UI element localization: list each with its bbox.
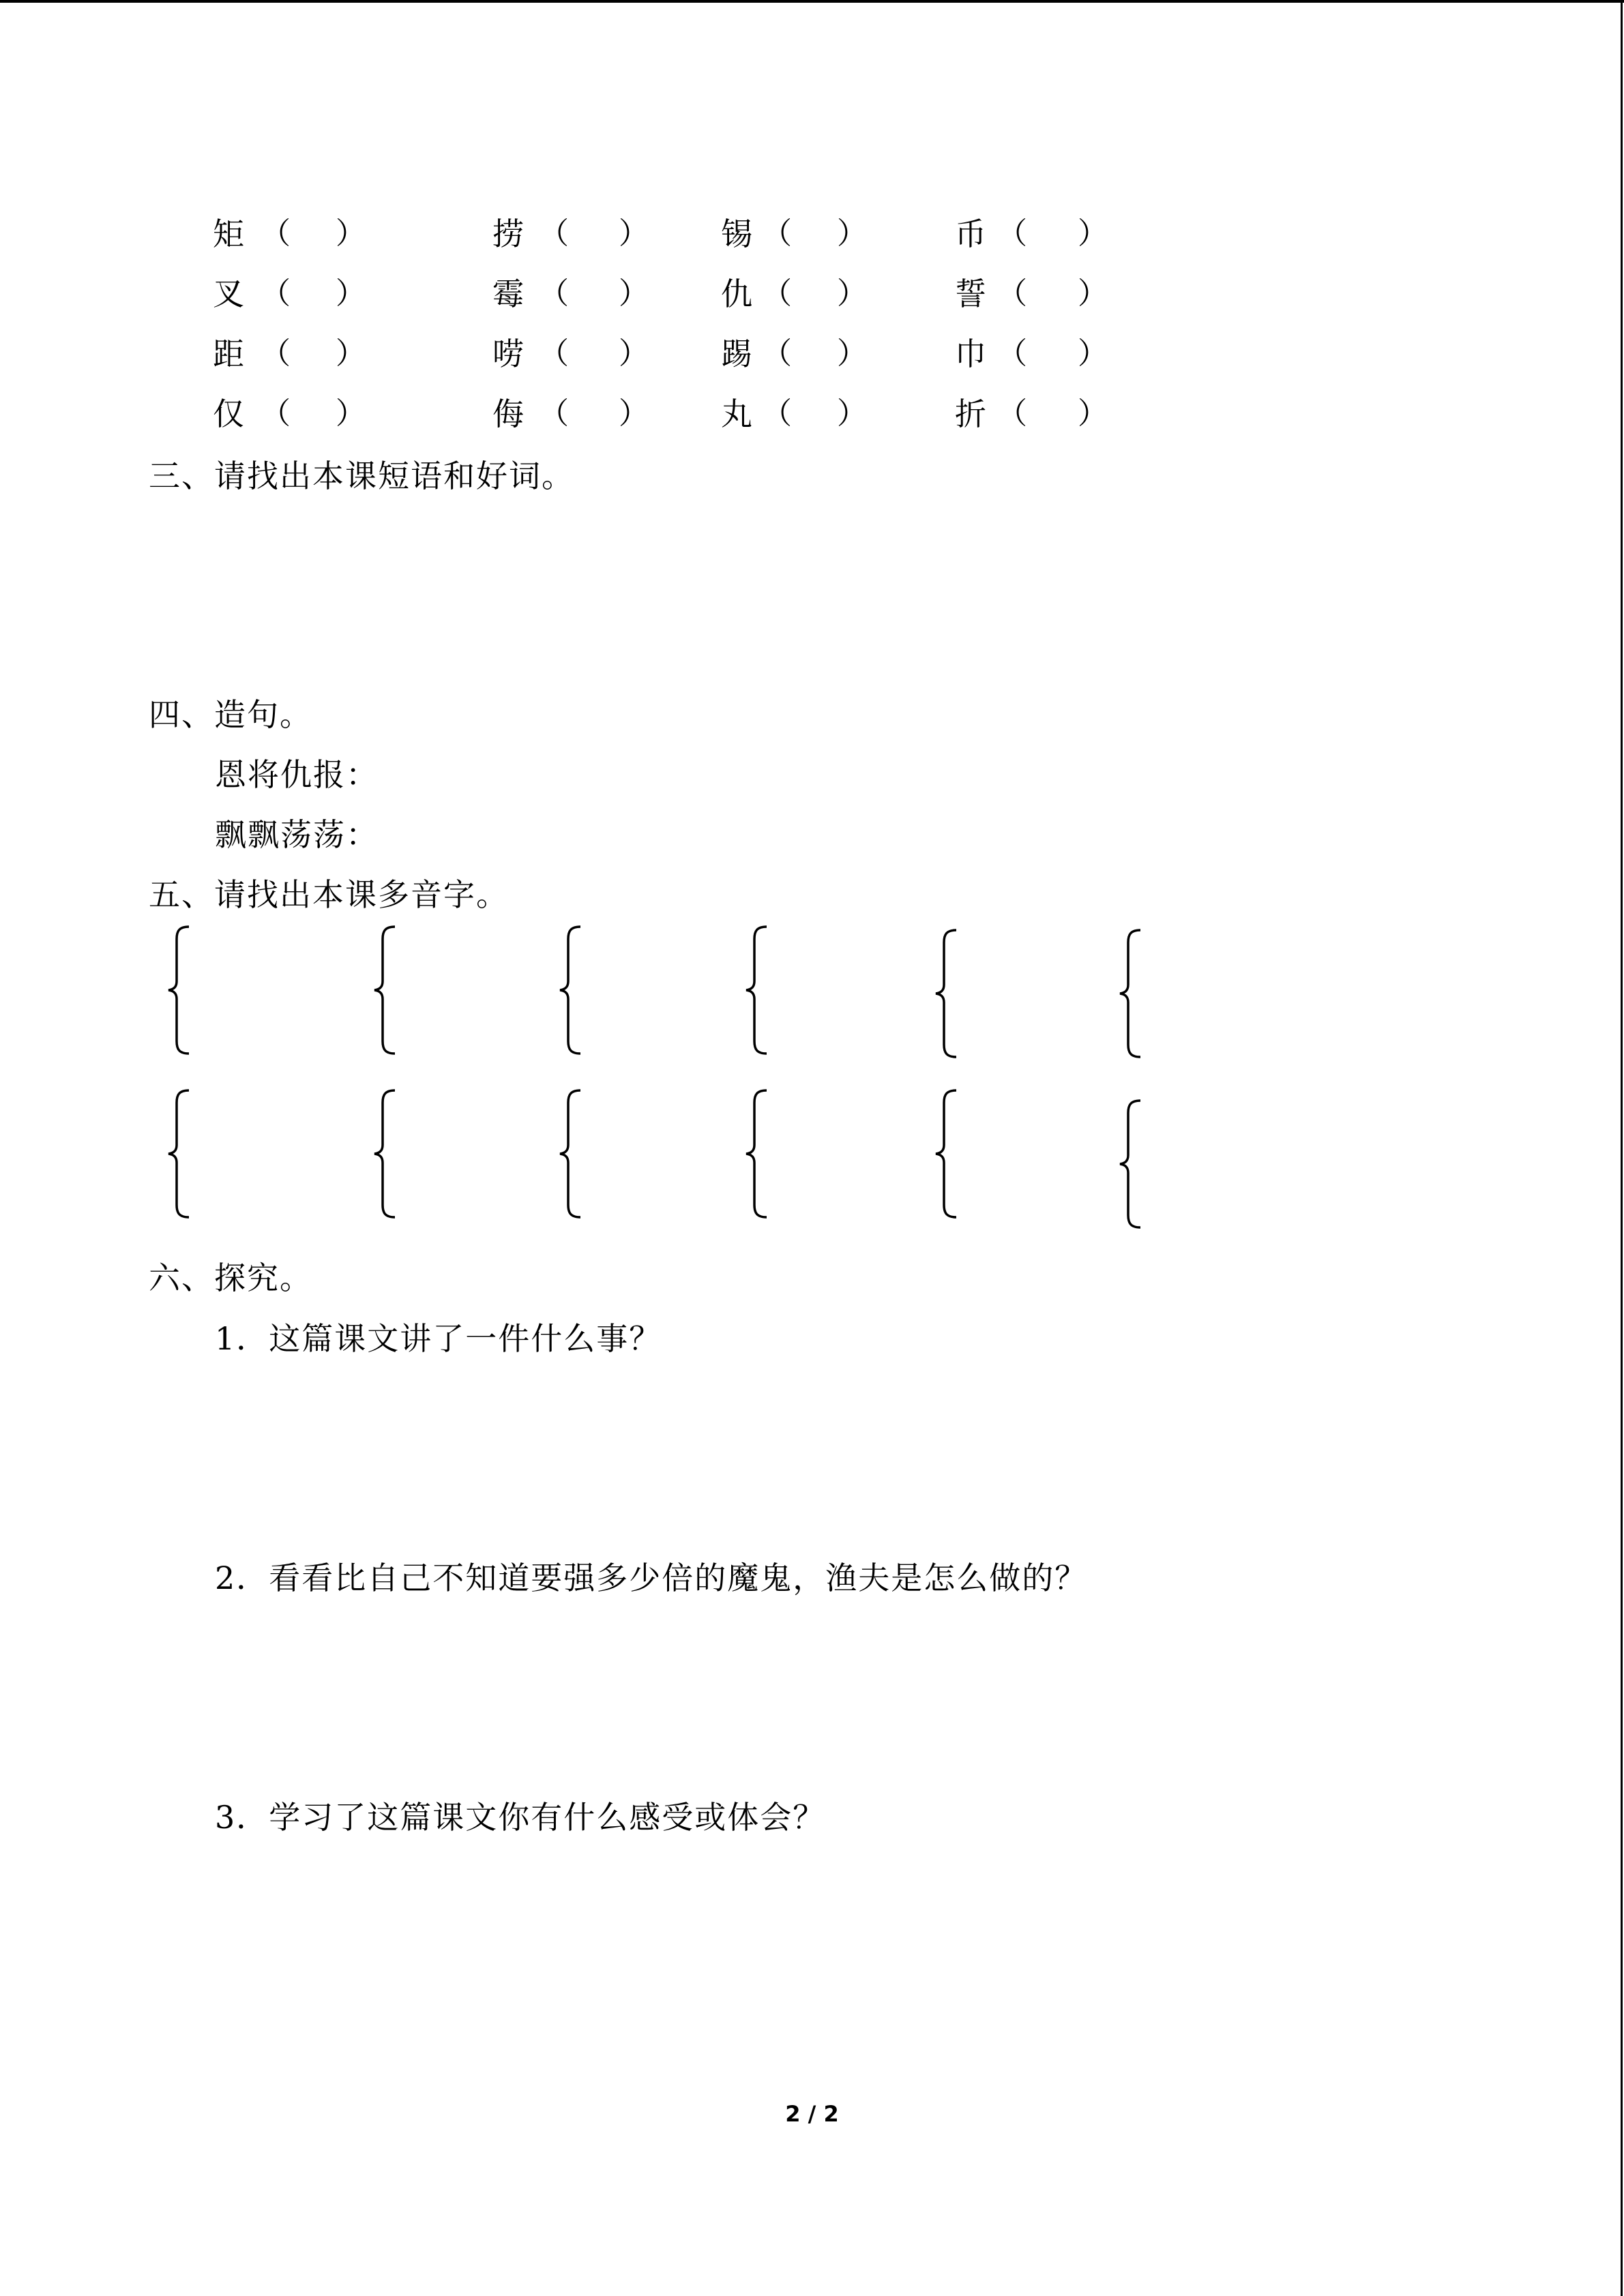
right-paren: ） (336, 336, 366, 371)
left-paren: （ (261, 396, 291, 431)
left-paren: （ (539, 396, 569, 431)
char-label: 丸 (721, 396, 752, 432)
sentence-answer-1[interactable] (368, 756, 1460, 794)
left-paren: （ (997, 336, 1027, 371)
right-paren: ） (619, 216, 649, 251)
brace-icon[interactable] (166, 1089, 193, 1219)
right-paren: ） (336, 216, 366, 251)
brace-icon[interactable] (557, 1089, 585, 1219)
char-label: 唠 (492, 336, 524, 372)
char-label: 距 (213, 336, 244, 372)
left-paren: （ (261, 276, 291, 311)
char-label: 侮 (492, 396, 524, 432)
page-number: 2 / 2 (785, 2101, 839, 2127)
char-label: 霉 (492, 275, 524, 312)
right-paren: ） (837, 396, 867, 431)
left-paren: （ (997, 276, 1027, 311)
brace-icon[interactable] (557, 925, 585, 1055)
right-paren: ） (1078, 336, 1108, 371)
char-label: 仅 (213, 396, 244, 432)
left-paren: （ (539, 216, 569, 251)
question-3: 3．学习了这篇课文你有什么感受或体会？ (215, 1799, 826, 1836)
page-border-right (1621, 0, 1623, 2296)
sentence-answer-2[interactable] (368, 816, 1460, 854)
left-paren: （ (762, 216, 792, 251)
sentence-prompt-1: 恩将仇报： (215, 756, 379, 793)
right-paren: ） (619, 276, 649, 311)
section4-heading: 四、造句。 (149, 696, 312, 733)
left-paren: （ (997, 396, 1027, 431)
sentence-prompt-2: 飘飘荡荡： (215, 816, 379, 853)
section3-answer-area[interactable] (215, 505, 1511, 696)
char-label: 叉 (213, 275, 244, 312)
section6-heading: 六、探究。 (149, 1259, 312, 1296)
brace-icon[interactable] (1117, 929, 1145, 1058)
char-label: 折 (955, 396, 986, 432)
question-2: 2．看看比自己不知道要强多少倍的魔鬼，渔夫是怎么做的？ (215, 1560, 1088, 1596)
right-paren: ） (837, 276, 867, 311)
char-label: 仇 (721, 275, 752, 312)
brace-icon[interactable] (743, 925, 771, 1055)
left-paren: （ (997, 216, 1027, 251)
left-paren: （ (261, 336, 291, 371)
right-paren: ） (1078, 276, 1108, 311)
right-paren: ） (336, 276, 366, 311)
left-paren: （ (762, 336, 792, 371)
char-label: 币 (955, 215, 986, 252)
right-paren: ） (619, 336, 649, 371)
section5-heading: 五、请找出本课多音字。 (149, 876, 509, 913)
brace-icon[interactable] (1117, 1099, 1145, 1229)
brace-icon[interactable] (933, 1089, 960, 1219)
char-label: 誓 (955, 275, 986, 312)
char-label: 巾 (955, 336, 986, 372)
section3-heading: 三、请找出本课短语和好词。 (149, 458, 574, 494)
char-label: 锡 (721, 215, 752, 252)
left-paren: （ (261, 216, 291, 251)
brace-icon[interactable] (743, 1089, 771, 1219)
left-paren: （ (539, 276, 569, 311)
right-paren: ） (336, 396, 366, 431)
page-border-top (0, 0, 1624, 3)
right-paren: ） (837, 216, 867, 251)
answer-area-3[interactable] (215, 1841, 1511, 2059)
char-label: 捞 (492, 215, 524, 252)
brace-icon[interactable] (372, 925, 399, 1055)
answer-area-2[interactable] (215, 1602, 1511, 1780)
right-paren: ） (1078, 216, 1108, 251)
brace-icon[interactable] (166, 925, 193, 1055)
left-paren: （ (762, 276, 792, 311)
char-label: 踢 (721, 336, 752, 372)
right-paren: ） (1078, 396, 1108, 431)
answer-area-1[interactable] (215, 1364, 1511, 1541)
right-paren: ） (837, 336, 867, 371)
char-label: 矩 (213, 215, 244, 252)
left-paren: （ (762, 396, 792, 431)
brace-icon[interactable] (933, 929, 960, 1058)
question-1: 1．这篇课文讲了一件什么事？ (215, 1320, 662, 1357)
right-paren: ） (619, 396, 649, 431)
left-paren: （ (539, 336, 569, 371)
brace-icon[interactable] (372, 1089, 399, 1219)
